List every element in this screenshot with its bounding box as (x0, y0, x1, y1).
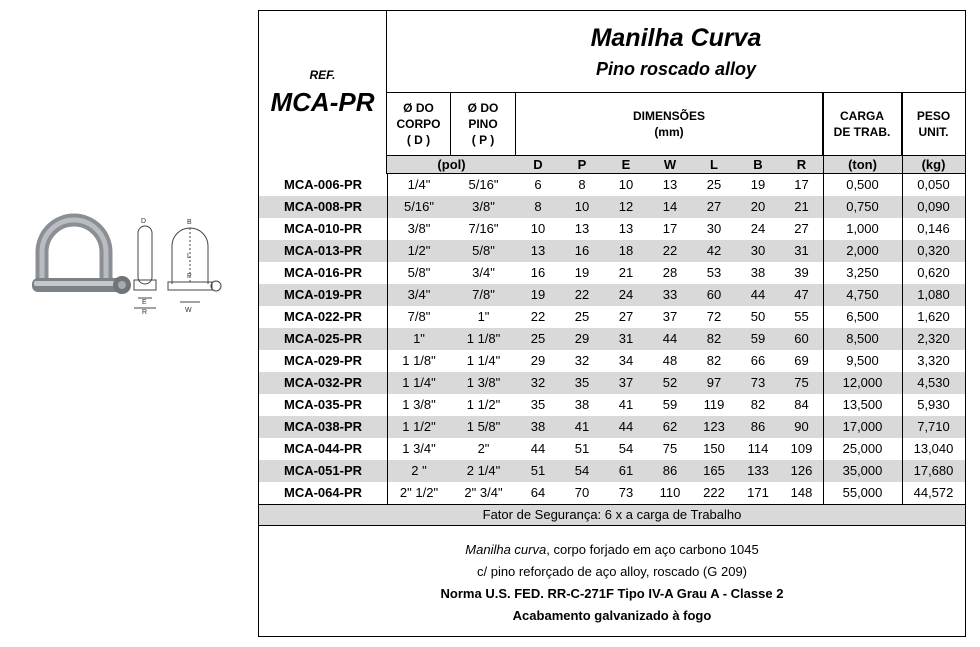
cell-r: 84 (794, 397, 809, 412)
cell-ref: MCA-044-PR (283, 441, 362, 456)
cell-b: 44 (750, 287, 766, 302)
cell-r: 60 (794, 331, 809, 346)
cell-w: 37 (662, 309, 678, 324)
cell-p: 38 (574, 397, 590, 412)
cell-pin-diameter: 1 5/8" (466, 419, 501, 434)
cell-l: 222 (703, 485, 725, 500)
cell-pin-diameter: 1 1/2" (466, 397, 501, 412)
cell-pin-diameter: 7/8" (472, 287, 495, 302)
cell-w: 17 (662, 221, 678, 236)
unit-w: W (663, 157, 677, 172)
cell-d: 10 (530, 221, 546, 236)
cell-ref: MCA-029-PR (283, 353, 362, 368)
col-header-weight: PESO UNIT. (916, 109, 951, 139)
cell-ref: MCA-038-PR (283, 419, 362, 434)
cell-w: 33 (662, 287, 678, 302)
cell-body-diameter: 1 3/8" (402, 397, 436, 412)
cell-d: 8 (534, 199, 542, 214)
table-row (259, 394, 965, 416)
dim-label-w: W (185, 307, 192, 314)
front-view-drawing (168, 228, 221, 302)
cell-e: 13 (618, 221, 634, 236)
table-row (259, 174, 965, 196)
cell-d: 32 (530, 375, 546, 390)
cell-w: 44 (662, 331, 678, 346)
cell-load: 3,250 (846, 265, 879, 280)
table-row (259, 482, 965, 504)
cell-load: 25,000 (842, 441, 883, 456)
cell-load: 1,000 (846, 221, 879, 236)
cell-b: 66 (750, 353, 766, 368)
table-row (259, 416, 965, 438)
cell-ref: MCA-064-PR (283, 485, 362, 500)
cell-w: 75 (662, 441, 678, 456)
cell-e: 54 (618, 441, 634, 456)
ref-code: MCA-PR (270, 87, 375, 117)
cell-r: 27 (794, 221, 809, 236)
table-row (259, 328, 965, 350)
cell-w: 52 (662, 375, 678, 390)
cell-e: 12 (618, 199, 634, 214)
table-row (259, 460, 965, 482)
table-row (259, 262, 965, 284)
cell-p: 41 (574, 419, 590, 434)
cell-d: 13 (530, 243, 546, 258)
dim-label-e: E (142, 299, 147, 306)
cell-e: 37 (618, 375, 634, 390)
cell-pin-diameter: 3/8" (472, 199, 495, 214)
cell-w: 86 (662, 463, 678, 478)
cell-ref: MCA-025-PR (283, 331, 362, 346)
cell-p: 25 (574, 309, 590, 324)
cell-p: 10 (574, 199, 590, 214)
table-row (259, 196, 965, 218)
unit-kg: (kg) (921, 157, 946, 172)
cell-l: 97 (706, 375, 722, 390)
cell-b: 19 (750, 177, 766, 192)
cell-w: 13 (662, 177, 678, 192)
cell-r: 148 (790, 485, 813, 500)
product-illustration (30, 212, 245, 317)
cell-l: 25 (706, 177, 722, 192)
safety-factor: Fator de Segurança: 6 x a carga de Trabalho (259, 504, 965, 526)
side-view-drawing (134, 226, 156, 308)
cell-b: 171 (747, 485, 769, 500)
col-header-pin-diameter: Ø DO PINO ( P ) (451, 93, 516, 155)
cell-w: 59 (662, 397, 678, 412)
product-description (259, 539, 965, 627)
unit-d: D (533, 157, 543, 172)
cell-b: 50 (750, 309, 766, 324)
cell-e: 44 (618, 419, 634, 434)
cell-load: 0,500 (846, 177, 879, 192)
cell-body-diameter: 5/16" (404, 199, 434, 214)
cell-load: 8,500 (846, 331, 879, 346)
cell-r: 69 (794, 353, 809, 368)
unit-pol: (pol) (437, 157, 466, 172)
cell-p: 70 (574, 485, 590, 500)
cell-l: 119 (703, 397, 725, 412)
cell-load: 17,000 (842, 419, 883, 434)
cell-r: 31 (794, 243, 809, 258)
cell-weight: 4,530 (917, 375, 950, 390)
cell-d: 64 (530, 485, 546, 500)
cell-w: 28 (662, 265, 678, 280)
cell-body-diameter: 1 1/2" (402, 419, 436, 434)
cell-d: 22 (530, 309, 546, 324)
unit-row (387, 155, 965, 174)
cell-b: 133 (747, 463, 769, 478)
cell-p: 8 (578, 177, 586, 192)
cell-p: 54 (574, 463, 590, 478)
dim-label-r: R (142, 309, 148, 316)
table-row (259, 372, 965, 394)
cell-load: 0,750 (846, 199, 879, 214)
dim-label-l: L (187, 253, 191, 260)
cell-e: 61 (618, 463, 634, 478)
cell-l: 27 (706, 199, 722, 214)
cell-d: 51 (530, 463, 546, 478)
cell-l: 72 (706, 309, 722, 324)
cell-b: 24 (750, 221, 766, 236)
cell-b: 30 (750, 243, 766, 258)
table-row (259, 438, 965, 460)
cell-pin-diameter: 5/8" (472, 243, 495, 258)
desc-standard: Norma U.S. FED. RR-C-271F Tipo IV-A Grau A - Classe 2 (440, 586, 784, 601)
cell-l: 123 (703, 419, 725, 434)
col-header-load: CARGA DE TRAB. (823, 93, 902, 155)
cell-b: 86 (750, 419, 766, 434)
cell-r: 55 (794, 309, 809, 324)
cell-e: 21 (618, 265, 634, 280)
cell-e: 27 (618, 309, 634, 324)
cell-load: 13,500 (842, 397, 883, 412)
cell-body-diameter: 3/8" (407, 221, 431, 236)
ref-cell (259, 11, 387, 174)
cell-weight: 0,050 (917, 177, 950, 192)
cell-pin-diameter: 1" (477, 309, 490, 324)
cell-body-diameter: 3/4" (407, 287, 431, 302)
cell-weight: 17,680 (913, 463, 954, 478)
cell-ref: MCA-016-PR (283, 265, 362, 280)
cell-weight: 1,080 (917, 287, 950, 302)
cell-d: 16 (530, 265, 546, 280)
cell-ref: MCA-022-PR (283, 309, 362, 324)
cell-l: 150 (703, 441, 725, 456)
table-header (259, 11, 965, 184)
table-row (259, 306, 965, 328)
unit-p: P (577, 157, 587, 172)
cell-weight: 7,710 (917, 419, 950, 434)
cell-ref: MCA-032-PR (283, 375, 362, 390)
cell-pin-diameter: 2" (477, 441, 490, 456)
cell-body-diameter: 1" (413, 331, 425, 346)
cell-ref: MCA-019-PR (283, 287, 362, 302)
table-row (259, 284, 965, 306)
data-rows (259, 174, 965, 504)
desc-line-1: , corpo forjado em aço carbono 1045 (546, 542, 759, 557)
cell-b: 59 (750, 331, 766, 346)
cell-b: 73 (750, 375, 766, 390)
cell-ref: MCA-013-PR (283, 243, 362, 258)
col-divider (387, 174, 388, 504)
cell-pin-diameter: 5/16" (468, 177, 499, 192)
cell-body-diameter: 1 3/4" (402, 441, 436, 456)
cell-body-diameter: 5/8" (407, 265, 431, 280)
cell-load: 55,000 (842, 485, 883, 500)
product-title: Manilha Curva (590, 24, 762, 52)
col-header-body-diameter: Ø DO CORPO ( D ) (387, 93, 451, 155)
cell-ref: MCA-051-PR (283, 463, 362, 478)
cell-weight: 0,320 (917, 243, 950, 258)
cell-e: 10 (618, 177, 634, 192)
dim-label-p: P (187, 273, 192, 280)
shackle-drawings (30, 212, 245, 317)
shackle-photo (32, 220, 131, 294)
cell-body-diameter: 2" 1/2" (399, 485, 439, 500)
cell-e: 34 (618, 353, 634, 368)
cell-e: 24 (618, 287, 634, 302)
cell-body-diameter: 7/8" (407, 309, 431, 324)
cell-weight: 13,040 (913, 441, 954, 456)
cell-weight: 44,572 (913, 485, 954, 500)
cell-body-diameter: 2 " (411, 463, 427, 478)
cell-w: 110 (659, 485, 681, 500)
desc-product-name: Manilha curva (465, 542, 547, 557)
cell-pin-diameter: 1 1/4" (466, 353, 501, 368)
cell-weight: 1,620 (917, 309, 950, 324)
product-subtitle: Pino roscado alloy (595, 59, 757, 79)
cell-r: 126 (790, 463, 813, 478)
unit-e: E (621, 157, 631, 172)
cell-r: 39 (794, 265, 809, 280)
table-row (259, 350, 965, 372)
cell-pin-diameter: 2 1/4" (466, 463, 501, 478)
cell-b: 114 (747, 441, 769, 456)
cell-l: 60 (706, 287, 722, 302)
table-row (259, 218, 965, 240)
unit-ton: (ton) (848, 157, 877, 172)
cell-pin-diameter: 7/16" (468, 221, 499, 236)
cell-b: 20 (750, 199, 766, 214)
table-row (259, 240, 965, 262)
cell-w: 62 (662, 419, 678, 434)
cell-r: 75 (794, 375, 809, 390)
col-header-dimensions: DIMENSÕES (mm) (516, 93, 823, 155)
cell-d: 6 (534, 177, 542, 192)
cell-p: 13 (574, 221, 590, 236)
cell-weight: 0,620 (917, 265, 950, 280)
cell-e: 73 (618, 485, 634, 500)
cell-load: 4,750 (846, 287, 879, 302)
cell-p: 22 (574, 287, 590, 302)
cell-w: 48 (662, 353, 678, 368)
cell-ref: MCA-035-PR (283, 397, 362, 412)
unit-b: B (753, 157, 763, 172)
cell-load: 9,500 (846, 353, 879, 368)
cell-l: 30 (706, 221, 722, 236)
cell-ref: MCA-008-PR (283, 199, 362, 214)
cell-l: 165 (703, 463, 725, 478)
cell-weight: 2,320 (917, 331, 950, 346)
cell-load: 12,000 (842, 375, 883, 390)
cell-r: 17 (794, 177, 809, 192)
cell-p: 32 (574, 353, 590, 368)
cell-body-diameter: 1 1/8" (402, 353, 436, 368)
cell-body-diameter: 1/4" (407, 177, 431, 192)
cell-p: 51 (574, 441, 590, 456)
title-cell (387, 11, 965, 93)
cell-p: 16 (574, 243, 590, 258)
cell-p: 35 (574, 375, 590, 390)
cell-ref: MCA-010-PR (283, 221, 362, 236)
dim-label-d: D (141, 218, 147, 225)
desc-line-2: c/ pino reforçado de aço alloy, roscado (G 209) (476, 564, 748, 579)
cell-e: 31 (618, 331, 634, 346)
cell-r: 21 (794, 199, 809, 214)
cell-e: 18 (618, 243, 634, 258)
cell-weight: 0,146 (917, 221, 950, 236)
cell-p: 29 (574, 331, 590, 346)
cell-l: 82 (706, 331, 722, 346)
cell-d: 29 (530, 353, 546, 368)
cell-r: 109 (790, 441, 813, 456)
cell-ref: MCA-006-PR (283, 177, 362, 192)
cell-weight: 0,090 (917, 199, 950, 214)
cell-l: 53 (706, 265, 722, 280)
cell-d: 44 (530, 441, 546, 456)
cell-pin-diameter: 2" 3/4" (464, 485, 503, 500)
cell-w: 22 (662, 243, 678, 258)
cell-weight: 5,930 (917, 397, 950, 412)
unit-l: L (710, 157, 718, 172)
cell-body-diameter: 1 1/4" (402, 375, 436, 390)
cell-pin-diameter: 1 1/8" (466, 331, 501, 346)
cell-r: 90 (794, 419, 809, 434)
cell-l: 42 (706, 243, 722, 258)
cell-w: 14 (662, 199, 678, 214)
cell-weight: 3,320 (917, 353, 950, 368)
dim-label-b: B (187, 219, 192, 226)
cell-l: 82 (706, 353, 722, 368)
cell-r: 47 (794, 287, 809, 302)
cell-pin-diameter: 3/4" (472, 265, 495, 280)
cell-d: 25 (530, 331, 546, 346)
cell-load: 6,500 (846, 309, 879, 324)
spec-sheet (258, 10, 966, 637)
cell-d: 38 (530, 419, 546, 434)
col-divider (902, 93, 903, 504)
cell-pin-diameter: 1 3/8" (466, 375, 501, 390)
col-divider (823, 93, 824, 504)
cell-p: 19 (574, 265, 590, 280)
cell-body-diameter: 1/2" (407, 243, 431, 258)
ref-label: REF. (309, 68, 336, 82)
cell-load: 2,000 (846, 243, 879, 258)
unit-r: R (796, 157, 807, 172)
cell-load: 35,000 (842, 463, 883, 478)
desc-finish: Acabamento galvanizado à fogo (512, 608, 712, 623)
cell-d: 35 (530, 397, 546, 412)
cell-b: 38 (750, 265, 766, 280)
cell-d: 19 (530, 287, 546, 302)
cell-b: 82 (750, 397, 766, 412)
cell-e: 41 (618, 397, 634, 412)
